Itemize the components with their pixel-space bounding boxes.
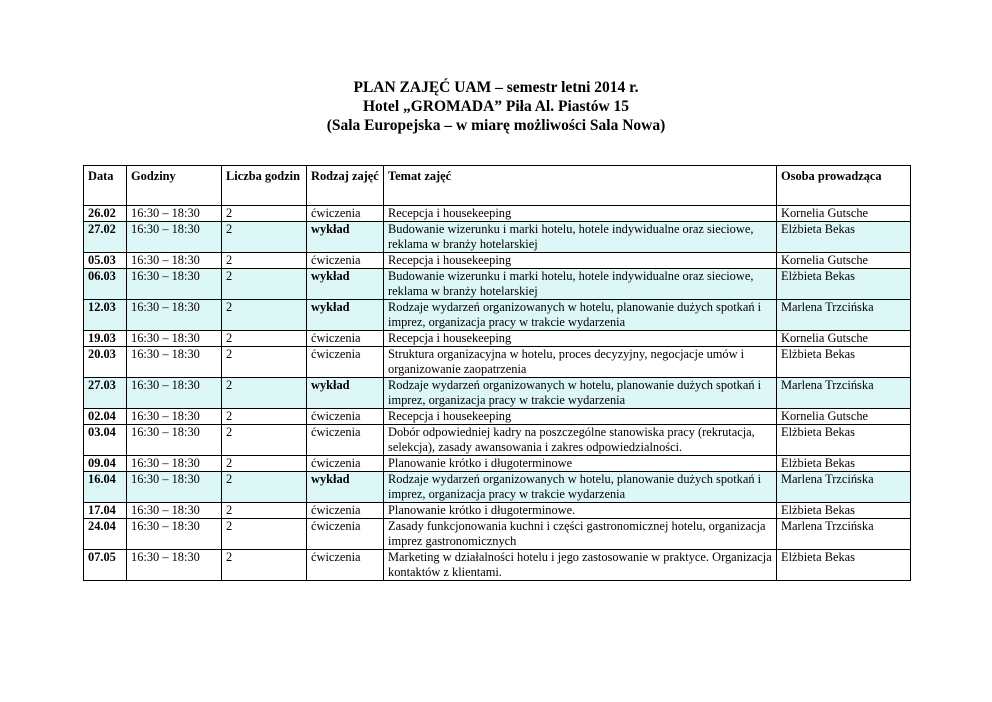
cell-person: Marlena Trzcińska [777, 378, 911, 409]
cell-type: ćwiczenia [307, 503, 384, 519]
cell-count: 2 [222, 519, 307, 550]
cell-hours: 16:30 – 18:30 [127, 331, 222, 347]
cell-type: ćwiczenia [307, 519, 384, 550]
table-row [84, 519, 911, 550]
cell-person: Marlena Trzcińska [777, 300, 911, 331]
cell-count: 2 [222, 269, 307, 300]
cell-topic: Rodzaje wydarzeń organizowanych w hotelu, planowanie dużych spotkań i imprez, organizacja pracy w trakcie wydarzenia [384, 300, 777, 331]
cell-count: 2 [222, 503, 307, 519]
table-row [84, 550, 911, 581]
header-count: Liczba godzin [222, 166, 307, 206]
cell-count: 2 [222, 409, 307, 425]
cell-person: Kornelia Gutsche [777, 253, 911, 269]
cell-date: 27.02 [84, 222, 127, 253]
cell-date: 07.05 [84, 550, 127, 581]
cell-type: wykład [307, 222, 384, 253]
cell-type: ćwiczenia [307, 253, 384, 269]
table-row [84, 472, 911, 503]
cell-person: Kornelia Gutsche [777, 206, 911, 222]
cell-topic: Recepcja i housekeeping [384, 253, 777, 269]
cell-hours: 16:30 – 18:30 [127, 253, 222, 269]
cell-person: Elżbieta Bekas [777, 456, 911, 472]
cell-person: Marlena Trzcińska [777, 519, 911, 550]
cell-hours: 16:30 – 18:30 [127, 425, 222, 456]
header-person: Osoba prowadząca [777, 166, 911, 206]
cell-hours: 16:30 – 18:30 [127, 409, 222, 425]
page-title: PLAN ZAJĘĆ UAM – semestr letni 2014 r. [353, 79, 639, 96]
schedule-table [83, 165, 911, 581]
cell-hours: 16:30 – 18:30 [127, 550, 222, 581]
document-header [0, 78, 992, 135]
cell-person: Kornelia Gutsche [777, 331, 911, 347]
cell-topic: Rodzaje wydarzeń organizowanych w hotelu, planowanie dużych spotkań i imprez, organizacja pracy w trakcie wydarzenia [384, 472, 777, 503]
table-row [84, 331, 911, 347]
cell-hours: 16:30 – 18:30 [127, 503, 222, 519]
cell-type: ćwiczenia [307, 456, 384, 472]
table-header-row [84, 166, 911, 206]
cell-count: 2 [222, 253, 307, 269]
cell-type: ćwiczenia [307, 550, 384, 581]
cell-type: ćwiczenia [307, 409, 384, 425]
cell-topic: Recepcja i housekeeping [384, 206, 777, 222]
cell-count: 2 [222, 331, 307, 347]
cell-person: Elżbieta Bekas [777, 550, 911, 581]
cell-date: 05.03 [84, 253, 127, 269]
table-row [84, 425, 911, 456]
table-row [84, 253, 911, 269]
table-row [84, 222, 911, 253]
cell-hours: 16:30 – 18:30 [127, 206, 222, 222]
cell-count: 2 [222, 550, 307, 581]
cell-topic: Planowanie krótko i długoterminowe. [384, 503, 777, 519]
table-row [84, 378, 911, 409]
cell-hours: 16:30 – 18:30 [127, 347, 222, 378]
cell-date: 19.03 [84, 331, 127, 347]
cell-topic: Recepcja i housekeeping [384, 331, 777, 347]
cell-topic: Rodzaje wydarzeń organizowanych w hotelu, planowanie dużych spotkań i imprez, organizacja pracy w trakcie wydarzenia [384, 378, 777, 409]
cell-date: 26.02 [84, 206, 127, 222]
cell-hours: 16:30 – 18:30 [127, 378, 222, 409]
cell-hours: 16:30 – 18:30 [127, 300, 222, 331]
cell-type: ćwiczenia [307, 206, 384, 222]
cell-type: wykład [307, 300, 384, 331]
cell-topic: Budowanie wizerunku i marki hotelu, hotele indywidualne oraz sieciowe, reklama w branży hotelarskiej [384, 222, 777, 253]
cell-count: 2 [222, 378, 307, 409]
cell-count: 2 [222, 300, 307, 331]
cell-type: ćwiczenia [307, 347, 384, 378]
cell-topic: Dobór odpowiedniej kadry na poszczególne stanowiska pracy (rekrutacja, selekcja), zasady awansowania i zakres odpowiedzialności. [384, 425, 777, 456]
cell-person: Elżbieta Bekas [777, 425, 911, 456]
cell-date: 03.04 [84, 425, 127, 456]
cell-count: 2 [222, 206, 307, 222]
cell-person: Elżbieta Bekas [777, 347, 911, 378]
table-row [84, 269, 911, 300]
table-row [84, 300, 911, 331]
cell-type: wykład [307, 378, 384, 409]
cell-date: 06.03 [84, 269, 127, 300]
cell-date: 27.03 [84, 378, 127, 409]
table-row [84, 347, 911, 378]
cell-topic: Zasady funkcjonowania kuchni i części gastronomicznej hotelu, organizacja imprez gastronomicznych [384, 519, 777, 550]
cell-person: Elżbieta Bekas [777, 222, 911, 253]
cell-date: 02.04 [84, 409, 127, 425]
cell-type: ćwiczenia [307, 331, 384, 347]
venue-line: Hotel „GROMADA” Piła Al. Piastów 15 [362, 98, 630, 115]
cell-date: 16.04 [84, 472, 127, 503]
room-line: (Sala Europejska – w miarę możliwości Sala Nowa) [326, 117, 666, 134]
header-type: Rodzaj zajęć [307, 166, 384, 206]
cell-topic: Planowanie krótko i długoterminowe [384, 456, 777, 472]
cell-type: wykład [307, 269, 384, 300]
cell-date: 17.04 [84, 503, 127, 519]
cell-hours: 16:30 – 18:30 [127, 519, 222, 550]
cell-hours: 16:30 – 18:30 [127, 269, 222, 300]
cell-date: 24.04 [84, 519, 127, 550]
cell-person: Marlena Trzcińska [777, 472, 911, 503]
cell-date: 20.03 [84, 347, 127, 378]
table-row [84, 206, 911, 222]
header-topic: Temat zajęć [384, 166, 777, 206]
cell-type: wykład [307, 472, 384, 503]
cell-count: 2 [222, 472, 307, 503]
cell-person: Kornelia Gutsche [777, 409, 911, 425]
table-row [84, 503, 911, 519]
cell-count: 2 [222, 347, 307, 378]
cell-person: Elżbieta Bekas [777, 503, 911, 519]
cell-topic: Recepcja i housekeeping [384, 409, 777, 425]
cell-hours: 16:30 – 18:30 [127, 222, 222, 253]
cell-topic: Marketing w działalności hotelu i jego zastosowanie w praktyce. Organizacja kontaktów z klientami. [384, 550, 777, 581]
header-hours: Godziny [127, 166, 222, 206]
cell-type: ćwiczenia [307, 425, 384, 456]
table-row [84, 456, 911, 472]
cell-topic: Struktura organizacyjna w hotelu, proces decyzyjny, negocjacje umów i organizowanie zaopatrzenia [384, 347, 777, 378]
cell-person: Elżbieta Bekas [777, 269, 911, 300]
cell-date: 12.03 [84, 300, 127, 331]
header-date: Data [84, 166, 127, 206]
cell-hours: 16:30 – 18:30 [127, 456, 222, 472]
table-row [84, 409, 911, 425]
cell-count: 2 [222, 456, 307, 472]
cell-count: 2 [222, 222, 307, 253]
cell-date: 09.04 [84, 456, 127, 472]
cell-hours: 16:30 – 18:30 [127, 472, 222, 503]
cell-topic: Budowanie wizerunku i marki hotelu, hotele indywidualne oraz sieciowe, reklama w branży hotelarskiej [384, 269, 777, 300]
cell-count: 2 [222, 425, 307, 456]
